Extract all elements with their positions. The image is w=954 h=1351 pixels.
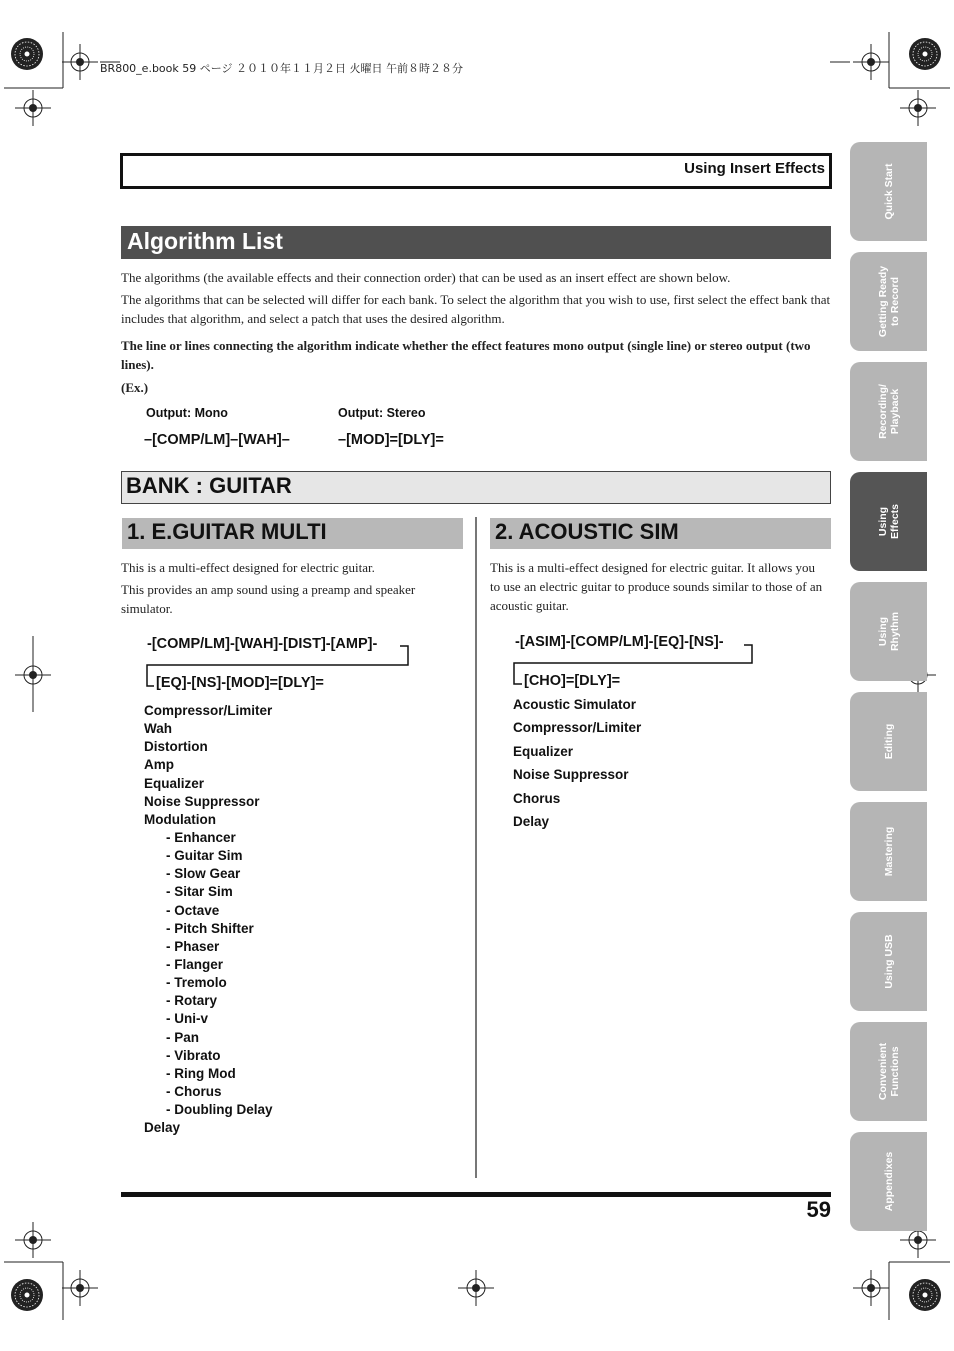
- stereo-algorithm: –[MOD]=[DLY]=: [338, 432, 444, 448]
- effect-list-item: - Pan: [166, 1029, 200, 1045]
- effect-list-item: Modulation: [144, 811, 216, 827]
- effect-list-item: Compressor/Limiter: [144, 703, 273, 718]
- chapter-tab[interactable]: [850, 802, 927, 901]
- section-1-heading: 1. E.GUITAR MULTI: [127, 519, 327, 544]
- example-label: (Ex.): [121, 380, 149, 395]
- chapter-tab[interactable]: [850, 912, 927, 1011]
- running-head: Using Insert Effects: [684, 160, 825, 177]
- chapter-tab[interactable]: [850, 692, 927, 791]
- effect-list-item: Chorus: [513, 790, 561, 806]
- effect-list-item: - Rotary: [166, 993, 218, 1009]
- chapter-tab-label: Editing: [882, 723, 895, 760]
- effect-list-item: - Vibrato: [166, 1047, 221, 1063]
- print-header: BR800_e.book 59 ページ ２０１０年１１月２日 火曜日 午前８時２８分: [100, 62, 464, 75]
- chapter-tab[interactable]: [850, 142, 927, 241]
- footer-rule: [121, 1192, 831, 1197]
- mono-algorithm: –[COMP/LM]–[WAH]–: [144, 432, 290, 448]
- effect-list-item: - Sitar Sim: [166, 884, 233, 900]
- chapter-tab-label: Appendixes: [882, 1151, 895, 1212]
- section-1-algorithm-line-2: [EQ]-[NS]-[MOD]=[DLY]=: [156, 675, 324, 691]
- intro-paragraph-1: The algorithms (the available effects and their connection order) that can be used as an insert effect are shown below.: [121, 270, 731, 285]
- effect-list-item: Compressor/Limiter: [513, 720, 642, 736]
- chapter-tab[interactable]: [850, 252, 927, 351]
- chapter-tab-label: Recording/ Playback: [876, 384, 901, 439]
- section-2-algorithm-line-1: -[ASIM]-[COMP/LM]-[EQ]-[NS]-: [515, 634, 724, 650]
- effect-list-item: Distortion: [144, 739, 208, 755]
- section-2-algorithm-line-2: [CHO]=[DLY]=: [524, 673, 621, 689]
- effect-list-item: Noise Suppressor: [513, 767, 629, 783]
- chapter-tab[interactable]: [850, 362, 927, 461]
- intro-paragraph-2: The algorithms that can be selected will differ for each bank. To select the algorithm that you wish to use, first select the effect bank that includes that algorithm, and select a patch that uses the desired algorithm.: [121, 292, 831, 326]
- effect-list-item: - Ring Mod: [166, 1065, 236, 1081]
- effect-list-item: Equalizer: [144, 775, 205, 791]
- effect-list-item: Wah: [144, 721, 172, 737]
- effect-list-item: Delay: [513, 813, 550, 829]
- effect-list-item: Amp: [144, 757, 174, 773]
- page-number: 59: [806, 1197, 831, 1222]
- effect-list-item: - Enhancer: [166, 829, 236, 845]
- effect-list-item: Equalizer: [513, 743, 574, 759]
- effect-list-item: - Doubling Delay: [166, 1102, 273, 1118]
- effect-list-item: - Pitch Shifter: [166, 920, 254, 936]
- effect-list-item: - Phaser: [166, 938, 220, 954]
- chapter-tab[interactable]: [850, 1022, 927, 1121]
- chapter-tab-label: Using USB: [882, 934, 895, 989]
- effect-list-item: - Chorus: [166, 1083, 222, 1099]
- effect-list-item: - Guitar Sim: [166, 848, 243, 864]
- effect-list-item: - Tremolo: [166, 975, 227, 991]
- section-2-effect-list: [513, 693, 641, 833]
- effect-list-item: - Slow Gear: [166, 866, 241, 882]
- chapter-tab-label: Mastering: [882, 826, 895, 877]
- chapter-tab-label: Using Rhythm: [876, 611, 901, 652]
- section-1-description-1: This is a multi-effect designed for electric guitar.: [121, 560, 375, 575]
- effect-list-item: - Uni-v: [166, 1011, 208, 1027]
- section-2-heading: 2. ACOUSTIC SIM: [495, 519, 679, 544]
- section-1-algorithm-line-1: -[COMP/LM]-[WAH]-[DIST]-[AMP]-: [147, 636, 378, 652]
- effect-list-item: - Flanger: [166, 956, 224, 972]
- chapter-tab-label: Using Effects: [876, 504, 901, 540]
- page-title: Algorithm List: [127, 228, 283, 254]
- stereo-output-label: Output: Stereo: [338, 406, 426, 420]
- bank-heading: BANK : GUITAR: [126, 473, 292, 498]
- mono-output-label: Output: Mono: [146, 406, 228, 420]
- effect-list-item: Noise Suppressor: [144, 793, 260, 809]
- effect-list-item: - Octave: [166, 902, 220, 918]
- intro-paragraph-3: The line or lines connecting the algorithm indicate whether the effect features mono output (single line) or stereo output (two lines).: [121, 338, 811, 372]
- section-2-description: This is a multi-effect designed for electric guitar. It allows you to use an electric guitar to produce sounds similar to those of an acoustic guitar.: [490, 560, 823, 613]
- chapter-tab[interactable]: [850, 582, 927, 681]
- chapter-tab-label: Getting Ready to Record: [876, 265, 901, 338]
- section-1-description-2: This provides an amp sound using a preamp and speaker simulator.: [121, 582, 416, 616]
- effect-list-item: Acoustic Simulator: [513, 697, 637, 712]
- chapter-tab-label: Convenient Functions: [876, 1042, 901, 1101]
- chapter-tab-label: Quick Start: [882, 163, 895, 220]
- chapter-tab[interactable]: [850, 472, 927, 571]
- effect-list-item: Delay: [144, 1120, 181, 1136]
- chapter-tab[interactable]: [850, 1132, 927, 1231]
